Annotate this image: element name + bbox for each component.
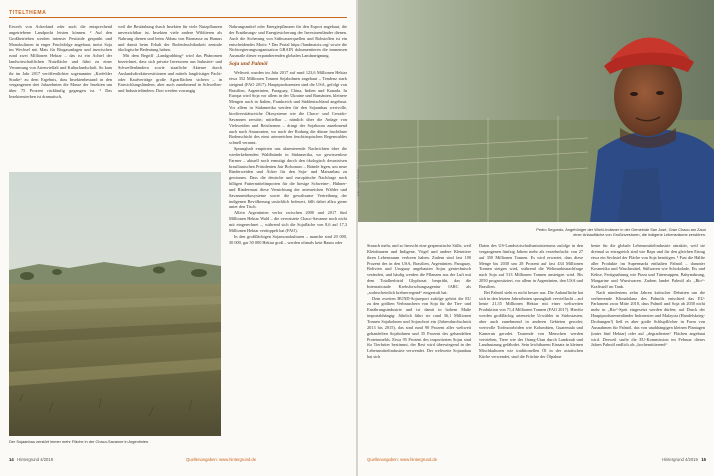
section-rubric: TITELTHEMA — [9, 10, 47, 16]
paragraph: weil die Bestäubung durch Insekten für viele Nutzpflanzen unverzichtbar ist, Insekten viele andere Wildtieren als Nahrung dienen und beim Abbau von Biomasse zu Humus und damit beim Erhalt der Bodenfruchtbarkeit zentrale ökologische Bedeutung haben. — [118, 24, 222, 53]
pedro-segundo-photo — [358, 0, 714, 222]
paragraph: In den großflächigen Sojamonokulturen – manche sind 20 000, 30 000, gar 50 000 Hektar groß – werden oftmals kein Baum oder — [229, 233, 347, 245]
source-label: Quellenangaben: — [186, 457, 218, 462]
section-heading: Soja und Palmöl — [229, 61, 268, 68]
left-photo-caption: Der Sojaanbau zerstört immer mehr Fläche in der Chaco-Savanne in Argentinien. — [9, 439, 150, 444]
left-page — [0, 0, 356, 476]
left-column-1 — [9, 24, 112, 130]
savanna-illustration — [9, 172, 221, 436]
paragraph: Dem zweiten BUND-Sojareport zufolge gehört die EU zu den größten Verbrauchern von Soja für die Tier- und Ernährungsindustrie und ist damit in hohem Maße importabhängig: Jährlich führt sie rund 36,1 Millionen Tonnen Sojabohnen und Sojaschrot ein (Jahresdurchschnitt 2013 bis 2015), das sind rund 90 Prozent aller weltweit gehandelten Sojabohnen und 35 Prozent des gehandelten Proteinmehls. Etwa 95 Prozent des importierten Sojas sind für Tierfutter bestimmt, der Rest wird überwiegend in der Lebensmittelindustrie verwendet. Der weltweite Sojaanbau hat sich — [367, 295, 471, 360]
right-footer — [622, 457, 706, 462]
right-page — [358, 0, 714, 476]
page-number: 15 — [701, 457, 706, 462]
right-column-3 — [591, 243, 705, 453]
issue-label: Hintergrund 4/2019 — [661, 457, 698, 462]
rubric-rule — [9, 17, 347, 18]
photo-credit: Foto: Laurin Schmid — [356, 169, 360, 196]
right-column-1 — [367, 243, 471, 453]
source-label: Quellenangaben: — [367, 457, 399, 462]
right-source — [367, 457, 437, 462]
source-link[interactable]: www.hintergrund.de — [219, 457, 257, 462]
paragraph: Sprunghaft empörten uns alarmierende Nachrichten über die wiederkehrenden Waldbrände in Südamerika, wo gewissenlose Farmer – aktuell noch ermutigt durch den ökologisch desaströsen brasilianischen Präsidenten Jair Bolsonaro – Brände legen, um neue Rinderweiden und Äcker für den Soja- und Maisanbau zu gewinnen. Dass die deutsche und europäische Nachfrage nach billigen Futtermittelimporten für die hiesige Schweine-, Hühner- und Rindermast diese Vernichtung der artenreichen Wälder und Savannenökosysteme sowie die gewaltsame Vertreibung der indigenen Bevölkerung ursächlich befeuert, fällt dabei allzu gerne unter den Tisch. — [229, 146, 347, 210]
right-photo-caption: Pedro Segundo, Angehöriger der Wichí-Indianer in der Gemeinde San José, Gran Chaco am Zaun einer Anbaufläche von Großinvestoren, die indigene Lebensräume zerstören. — [536, 227, 706, 237]
paragraph: Nach mindestens zehn Jahren kritischer Debatten um die verheerende Klimabilanz des Palmöls entschied das EU-Parlament zwar Mitte 2018, dass Palmöl und Soja ab 2030 nicht mehr in „Bio“-Sprit eingesetzt werden dürfen; auf Druck der Hauptproduzentenländer Indonesien und Malaysia (Handelskrieg-Drohungen!) ließ es aber große Schlupflöcher in Form von Ausnahmen für Palmöl, das von unabhängigen kleinen Plantagen (unter fünf Hektar) oder auf „degradierten“ Flächen angebaut wird. Derweil stufte die EU-Kommission im Februar dieses Jahres Palmöl endlich als „hochemittierend“ — [591, 289, 705, 348]
paragraph: Nahrungsmittel oder Energiepflanzen für den Export angebaut, die der Ernährungs- und Energiesicherung der Investorenländer dienen. Auch die Sicherung von Süßwasserquellen und Rohstoffen ist ein entscheidendes Motiv. ⁴ Das Portal https://landmatrix.org/ sowie die Nichtregierungsorganisation GRAIN dokumentieren die immensen Ausmaße dieser expandierenden globalen Landaneignung. — [229, 24, 347, 59]
issue-label: Hintergrund 4/2019 — [17, 457, 54, 462]
source-link[interactable]: www.hintergrund.de — [400, 457, 438, 462]
right-column-2 — [479, 243, 583, 453]
portrait-illustration — [358, 0, 714, 222]
paragraph: Daten des US-Landwirtschaftsministeriums zufolge in den vergangenen fünfzig Jahren mehr als verzehnfacht: von 27 auf 350 Millionen Tonnen. Es wird erwartet, dass diese Menge bis 2030 um 28 Prozent auf fast 434 Millionen Tonnen steigen wird, während die Weltmarktsnachfrage nach Soja auf 513 Millionen Tonnen ansteigen wird. Bis 2050 prognostiziert, vor allem in Argentinien, den USA und Brasilien. — [479, 243, 583, 289]
left-column-2 — [118, 24, 222, 130]
left-footer — [9, 457, 347, 462]
paragraph: Bei Palmöl sieht es nicht besser aus. Die Anbaufläche hat sich in den letzten Jahrzehnten sprunghaft vervielfacht – auf heute 21,35 Millionen Hektar mit einer weltweiten Produktion von 71,4 Millionen Tonnen (FAO 2017). Hierfür werden großflächig artenreiche Urwälder in Südostasien, aber auch zunehmend in anderen Gebieten gerodet; wertvolle Torfmoorböden wie Kolumbien, Guatemala und Kamerun gerodet. Tausende von Menschen werden vertrieben, Tiere wie der Orang-Utan durch Landraub und Landnutzung gefährdet. Sein leichtbarem Einsatz in kleinen Mischkulturen wie traditionellen Öl in der asiatischen Küche verwendet, sind die Früchte der Ölpalme — [479, 289, 583, 360]
paragraph: Strauch mehr, und so herrscht eine gespenstische Stille, weil Kleinbauern und Indigene, Vögel und andere Kleintiere ihren Lebensraum verloren haben. Zudem sind fast 100 Prozent des in den USA, Brasilien, Argentinien, Paraguay, Bolivien und Uruguay angebauten Sojas gentechnisch verändert, und häufig werden die Pflanzen aus der Luft mit dem Totalherbizid Glyphosat besprüht, das die Internationale Krebsforschungsagentur IARC als „wahrscheinlich krebserregend“ eingestuft hat. — [367, 243, 471, 295]
paragraph: Mit dem Begriff „Landgrabbing“ wird das Phänomen bezeichnet, dass sich private Investoren aus Industrie- und Schwellenländern sowie staatliche Akteure durch Auslandsdirektinvestitionen und mittels langfristiger Pacht- oder Kaufverträge große Agrarflächen sichern – in Entwicklungsländern, aber auch zunehmend in Schwellen- und Industrieländern. Dort werden vorrangig — [118, 53, 222, 94]
left-source — [186, 457, 256, 462]
left-column-3 — [229, 24, 347, 451]
paragraph: heute für die globale Lebensmittelindustrie attraktiv, weil sie dreimal so ertragreich sind wie Raps und für den gleichen Ertrag etwa ein Sechstel der Fläche von Soja benötigen. ⁵ Fast die Hälfte aller Produkte im Supermarkt enthalten Palmöl – darunter Kosmetika und Waschmittel, Süßwaren wie Schokolade, Eis und Kekse, Fertignahrung wie Pizza und Tütensuppen, Babynahrung, Margarine und Wurstwaren. Zudem landet Palmöl als „Bio“-Kraftstoff im Tank. — [591, 243, 705, 289]
paragraph: Erwerb von Ackerland oder auch die entsprechend angetriebene Landpacht leisten können. ² Auf den Großbetrieben werden intensiv Pestizide gesprüht und Monokulturen in enger Fruchtfolge angebaut, meist Soja im Wechsel mit Mais für Biogasanlagen und inzwischen rund zwei Millionen Hektar – das ist ein Achtel der landwirtschaftlichen Nutzfläche und führt zu einer Verarmung von Artenvielfalt und Kulturlandschaft. So kam ihr im Jahr 2017 veröffentlichter sogenannter „Krefelder Studie“ zu dem Ergebnis, dass Insektenbestand in den vergangenen drei Jahrzehnten die Masse der Insekten um über 75 Prozent rückläufig gegangen ist. ³ Das Insektensterben ist dramatisch, — [9, 24, 112, 100]
paragraph: Allein Argentinien verlor zwischen 2000 und 2017 fünf Millionen Hektar Wald – die verwüstete Chaco-Savanne noch nicht mit eingerechnet –, während sich die Sojafläche von 8,6 auf 17,3 Millionen Hektar verdoppelt hat (FAO). — [229, 210, 347, 233]
chaco-savanna-photo — [9, 172, 221, 436]
page-number: 14 — [9, 457, 14, 462]
paragraph: Weltweit wurden im Jahr 2017 auf rund 123,6 Millionen Hektar etwa 352 Millionen Tonnen Sojabohnen angebaut – Tendenz stark steigend (FAO 2017). Hauptproduzenten sind die USA, gefolgt von Brasilien, Argentinien, Paraguay, China, Indien und Kanada. In Europa wird Soja vor allem in der Ukraine und Rumänien, kleinere Mengen auch in Italien, Frankreich und Süddeutschland angebaut. Vor allem in Südamerika werden für den Sojaanbau wertvolle, biodiversitätsreiche Ökosysteme wie die Chaco- und Cerrado-Savannen zerstört; mittelbar – nämlich über die Anlage von Viehweiden und Reisfarmen – dringt der Sojaboom zunehmend auch nach Amazonien, wo nach der Rodung die dünne fruchtbare Bodenschicht des einst artenreichen feuchttropischen Regenwaldes schnell verarmt. — [229, 70, 347, 146]
